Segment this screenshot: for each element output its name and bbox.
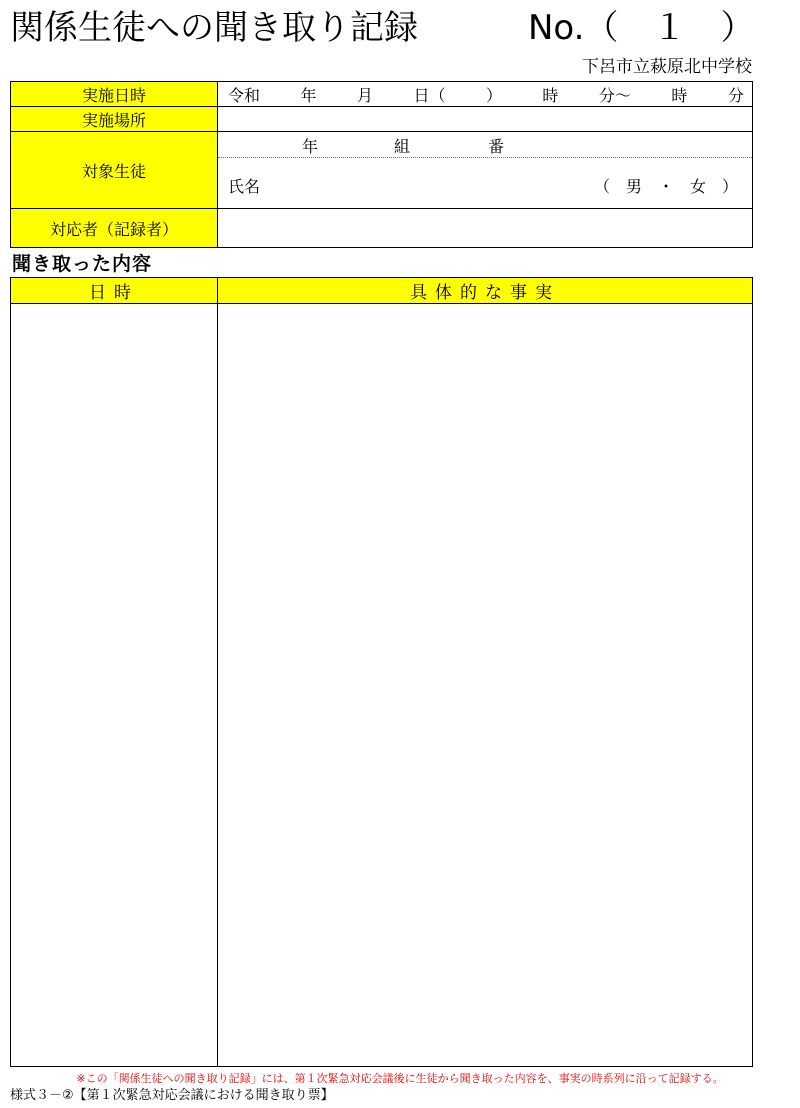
form-id: 様式３－②【第１次緊急対応会議における聞き取り票】 (10, 1088, 334, 1103)
class-field[interactable] (218, 132, 752, 158)
title-text: 関係生徒への聞き取り記録 (10, 8, 418, 48)
datetime-field[interactable] (218, 82, 753, 107)
seat-number-label: 番 (488, 137, 505, 156)
school-name: 下呂市立萩原北中学校 (582, 57, 752, 77)
facts-cell[interactable] (218, 304, 753, 1067)
record-table (10, 277, 753, 1067)
year-label: 年 (300, 85, 317, 105)
implementation-datetime-label: 実施日時 (11, 82, 218, 107)
footer-note: ※この「関係生徒への聞き取り記録」には、第１次緊急対応会議後に生徒から聞き取った内容を、事実の時系列に沿って記録する。 (76, 1072, 724, 1085)
header-table (10, 81, 753, 248)
record-number: No.（ １ ） (528, 8, 755, 48)
document-title (10, 4, 790, 52)
name-field[interactable] (218, 158, 752, 208)
place-field[interactable] (218, 107, 753, 132)
recorder-field[interactable] (218, 209, 753, 248)
name-label: 氏名 (228, 177, 261, 196)
end-minute-label: 分 (727, 85, 744, 105)
end-hour-label: 時 (671, 85, 688, 105)
month-label: 月 (356, 85, 373, 105)
class-label: 組 (394, 137, 411, 156)
column-header-datetime: 日時 (11, 278, 218, 304)
start-hour-label: 時 (542, 85, 559, 105)
weekday-close-label: ） (485, 85, 502, 105)
section-heading: 聞き取った内容 (12, 253, 153, 275)
day-label: 日（ (413, 85, 446, 105)
grade-label: 年 (302, 137, 319, 156)
target-student-label: 対象生徒 (11, 132, 218, 209)
start-minute-label: 分～ (598, 85, 631, 105)
reiwa-label: 令和 (228, 85, 261, 105)
datetime-cell[interactable] (11, 304, 218, 1067)
gender-choice[interactable]: （ 男 ・ 女 ） (593, 177, 738, 196)
column-header-facts: 具体的な事実 (218, 278, 753, 304)
recorder-label: 対応者（記録者） (11, 209, 218, 248)
implementation-place-label: 実施場所 (11, 107, 218, 132)
